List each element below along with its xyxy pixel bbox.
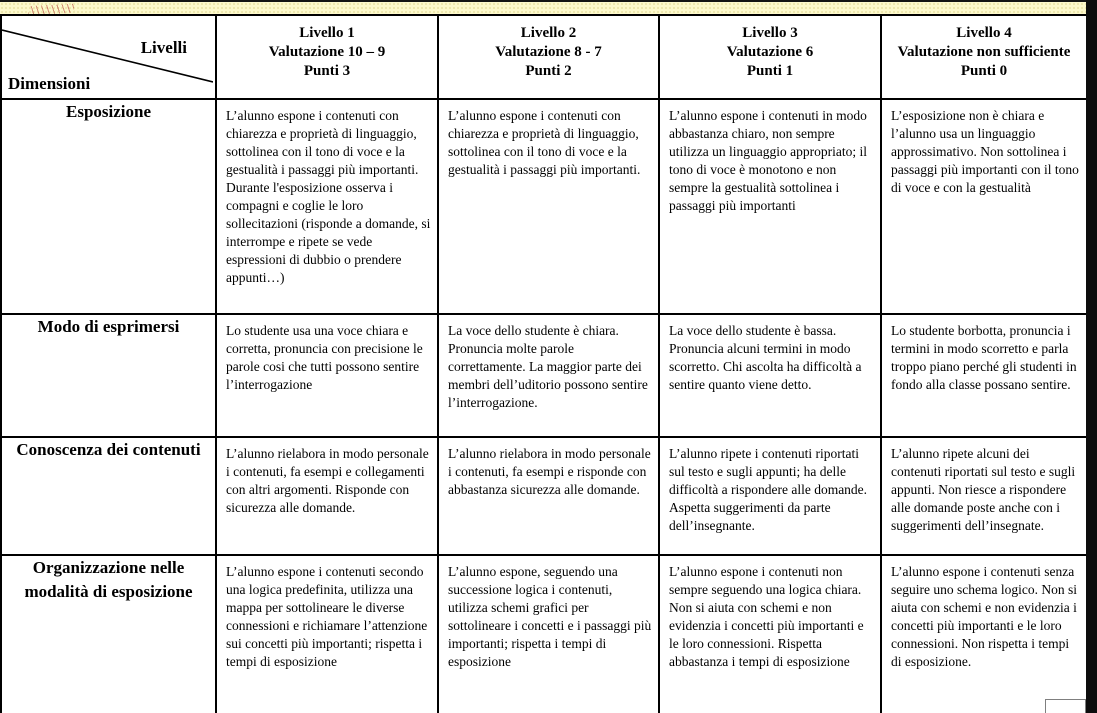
right-edge-bar xyxy=(1086,0,1097,713)
rubric-cell-conoscenza-l4: L’alunno ripete alcuni dei contenuti riportati sul testo e sugli appunti. Non riesce a rispondere alle domande poste anche con i suggerimenti dell’insegnate. xyxy=(881,437,1087,555)
corner-label-livelli: Livelli xyxy=(140,38,187,57)
corner-cell-livelli-dimensioni xyxy=(1,15,216,99)
table-row-esposizione xyxy=(1,99,1087,314)
rubric-cell-esposizione-l2: L’alunno espone i contenuti con chiarezza e proprietà di linguaggio, sottolinea con il tono di voce e la gestualità i passaggi più importanti. xyxy=(438,99,659,314)
rubric-cell-organizzazione-l1: L’alunno espone i contenuti secondo una logica predefinita, utilizza una mappa per sottolineare le diverse connessioni e richiamare l’attenzione sui concetti più importanti; rispetta i tempi di esposizione xyxy=(216,555,438,713)
level-valutazione: Valutazione non sufficiente xyxy=(897,44,1071,60)
table-row-conoscenza xyxy=(1,437,1087,555)
rubric-cell-organizzazione-l4: L’alunno espone i contenuti senza seguire uno schema logico. Non si aiuta con schemi e non evidenzia i concetti più importanti e le loro connessioni. Non rispetta i tempi di esposizione. xyxy=(881,555,1087,713)
table-row-organizzazione xyxy=(1,555,1087,713)
column-header-livello-4 xyxy=(881,15,1087,99)
partial-box-element xyxy=(1045,699,1086,713)
rubric-cell-organizzazione-l3: L’alunno espone i contenuti non sempre seguendo una logica chiara. Non si aiuta con schemi e non evidenzia i concetti più importanti e le loro connessioni. Rispetta abbastanza i tempi di esposizione xyxy=(659,555,881,713)
level-valutazione: Valutazione 10 – 9 xyxy=(268,44,386,60)
rubric-cell-esposizione-l4: L’esposizione non è chiara e l’alunno usa un linguaggio approssimativo. Non sottolinea i passaggi più importanti con il tono di voce e con la gestualità xyxy=(881,99,1087,314)
level-punti: Punti 0 xyxy=(960,63,1008,79)
rubric-cell-conoscenza-l1: L’alunno rielabora in modo personale i contenuti, fa esempi e collegamenti con altri argomenti. Risponde con sicurezza alle domande. xyxy=(216,437,438,555)
rubric-cell-organizzazione-l2: L’alunno espone, seguendo una successione logica i contenuti, utilizza schemi grafici per sottolineare i concetti e i passaggi più importanti; rispetta i tempi di esposizione xyxy=(438,555,659,713)
column-header-livello-2 xyxy=(438,15,659,99)
rubric-cell-modo-l2: La voce dello studente è chiara. Pronuncia molte parole correttamente. La maggior parte dei membri dell’uditorio possono sentire l’interrogazione. xyxy=(438,314,659,437)
level-title: Livello 4 xyxy=(956,25,1012,41)
level-punti: Punti 1 xyxy=(746,63,794,79)
level-title: Livello 1 xyxy=(299,25,355,41)
row-header-organizzazione: Organizzazione nelle modalità di esposizione xyxy=(1,555,216,713)
level-punti: Punti 2 xyxy=(525,63,572,79)
row-header-conoscenza: Conoscenza dei contenuti xyxy=(1,437,216,555)
corner-label-dimensioni: Dimensioni xyxy=(8,74,91,93)
row-header-modo-di-esprimersi: Modo di esprimersi xyxy=(1,314,216,437)
level-punti: Punti 3 xyxy=(303,63,351,79)
level-title: Livello 3 xyxy=(742,25,798,41)
rubric-cell-conoscenza-l2: L’alunno rielabora in modo personale i contenuti, fa esempi e risponde con abbastanza sicurezza alle domande. xyxy=(438,437,659,555)
rubric-cell-conoscenza-l3: L’alunno ripete i contenuti riportati sul testo e sugli appunti; ha delle difficoltà a rispondere alle domande. Aspetta suggerimenti da parte dell’insegnante. xyxy=(659,437,881,555)
rubric-cell-esposizione-l3: L’alunno espone i contenuti in modo abbastanza chiaro, non sempre utilizza un linguaggio appropriato; il tono di voce è monotono e non sempre la gestualità sottolinea i passaggi più importanti xyxy=(659,99,881,314)
header-row xyxy=(1,15,1087,99)
rubric-cell-esposizione-l1: L’alunno espone i contenuti con chiarezza e proprietà di linguaggio, sottolinea con il tono di voce e la gestualità i passaggi più importanti. Durante l'esposizione osserva i compagni e coglie le loro sollecitazioni (risponde a domande, si interrompe e ripete se vede espressioni di dubbio o prendere appunti…) xyxy=(216,99,438,314)
evaluation-rubric-table xyxy=(0,14,1088,713)
level-valutazione: Valutazione 8 - 7 xyxy=(495,44,602,60)
level-valutazione: Valutazione 6 xyxy=(726,44,814,60)
rubric-cell-modo-l4: Lo studente borbotta, pronuncia i termini in modo scorretto e parla troppo piano perché gli studenti in fondo alla classe possano sentire. xyxy=(881,314,1087,437)
level-title: Livello 2 xyxy=(520,25,577,41)
column-header-livello-1 xyxy=(216,15,438,99)
row-header-esposizione: Esposizione xyxy=(1,99,216,314)
table-row-modo-di-esprimersi xyxy=(1,314,1087,437)
highlighted-row-remnant xyxy=(0,2,1097,14)
rubric-cell-modo-l3: La voce dello studente è bassa. Pronuncia alcuni termini in modo scorretto. Chi ascolta ha difficoltà a sentire quanto viene detto. xyxy=(659,314,881,437)
column-header-livello-3 xyxy=(659,15,881,99)
rubric-cell-modo-l1: Lo studente usa una voce chiara e corretta, pronuncia con precisione le parole cosi che tutti possono sentire l’interrogazione xyxy=(216,314,438,437)
